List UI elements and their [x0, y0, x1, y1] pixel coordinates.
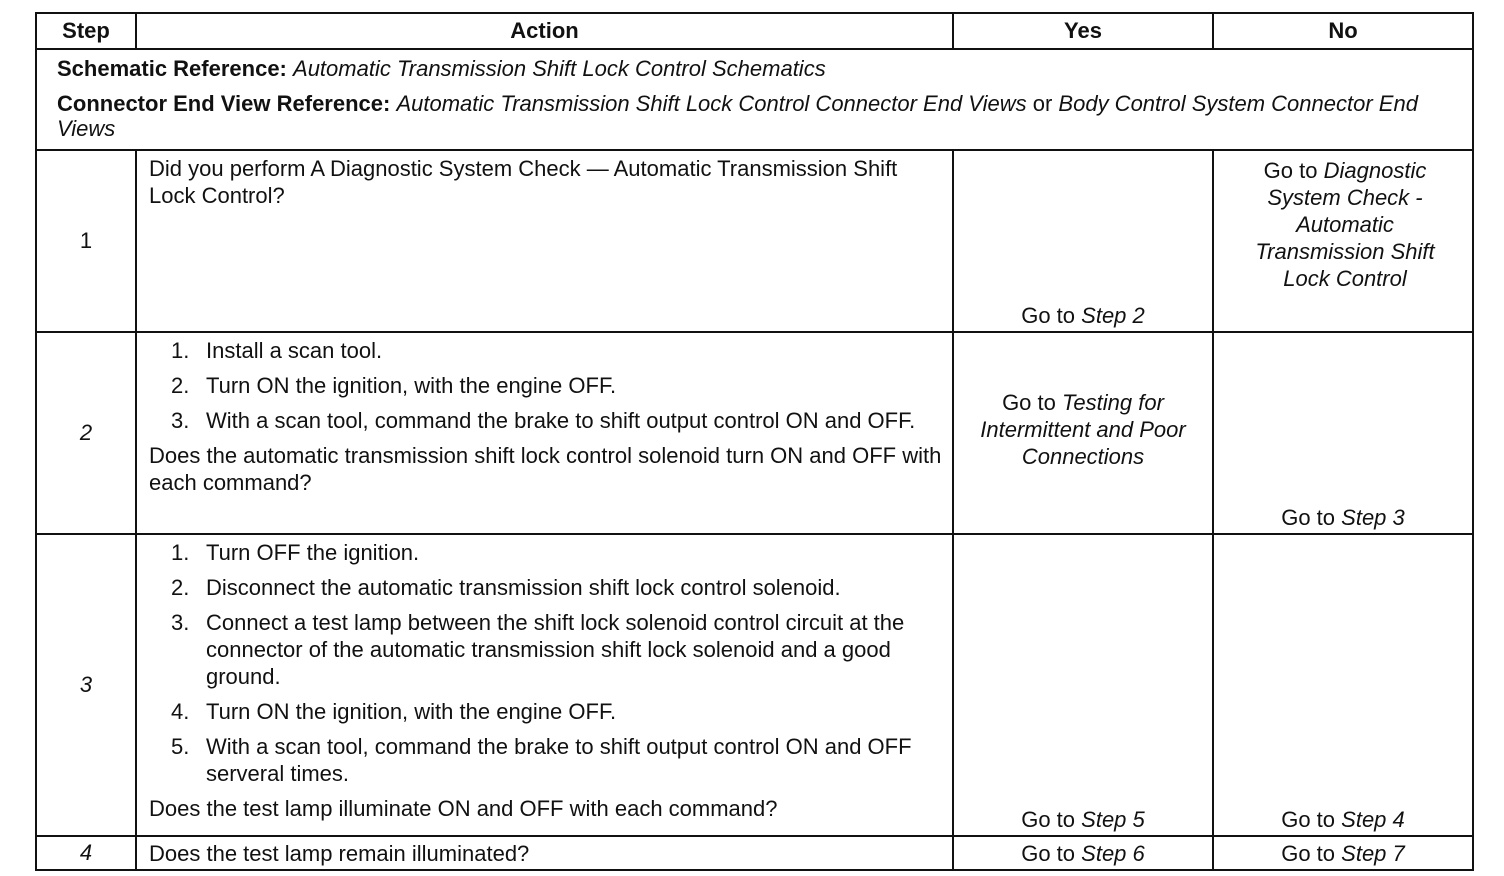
list-item: 2. Turn ON the ignition, with the engine OFF.	[171, 373, 617, 398]
yes-goto-link[interactable]: Testing for Intermittent and Poor Connections	[980, 390, 1186, 469]
action-cell	[136, 150, 953, 332]
step-number: 2	[36, 332, 136, 534]
list-item: 5. With a scan tool, command the brake to shift output control ON and OFF serveral times.	[171, 734, 912, 786]
action-cell	[136, 836, 953, 870]
step-question: Does the test lamp illuminate ON and OFF with each command?	[149, 796, 778, 821]
yes-cell	[953, 150, 1213, 332]
header-step: Step	[36, 13, 136, 49]
yes-goto-prefix: Go to	[1021, 807, 1076, 832]
list-item: 2. Disconnect the automatic transmission shift lock control solenoid.	[171, 575, 841, 600]
step-instructions	[149, 337, 942, 434]
no-cell	[1213, 836, 1473, 870]
no-goto-prefix: Go to	[1281, 505, 1336, 530]
no-cell	[1213, 332, 1473, 534]
no-goto-prefix: Go to	[1263, 158, 1318, 183]
connector-reference-or: or	[1032, 91, 1053, 116]
no-cell	[1213, 150, 1473, 332]
header-no: No	[1213, 13, 1473, 49]
schematic-reference-label: Schematic Reference:	[57, 56, 287, 81]
no-goto-link[interactable]: Step 7	[1341, 840, 1405, 866]
list-item: 3. Connect a test lamp between the shift lock solenoid control circuit at the connector of the automatic transmission shift lock solenoid and a good ground.	[171, 610, 905, 689]
list-item: 3. With a scan tool, command the brake to shift output control ON and OFF.	[171, 408, 916, 433]
table-row	[36, 534, 1473, 836]
reference-cell	[36, 49, 1473, 150]
list-item: 4. Turn ON the ignition, with the engine OFF.	[171, 699, 617, 724]
no-goto-prefix: Go to	[1281, 807, 1336, 832]
step-number: 3	[36, 534, 136, 836]
step-question: Did you perform A Diagnostic System Check — Automatic Transmission Shift Lock Control?	[149, 156, 898, 208]
no-goto-link[interactable]: Diagnostic System Check - Automatic Transmission Shift Lock Control	[1255, 158, 1435, 291]
action-cell	[136, 534, 953, 836]
table-row	[36, 332, 1473, 534]
schematic-reference	[57, 56, 1452, 81]
yes-cell	[953, 332, 1213, 534]
connector-reference-label: Connector End View Reference:	[57, 91, 391, 116]
yes-goto-link[interactable]: Step 2	[1081, 303, 1145, 328]
table-row	[36, 150, 1473, 332]
yes-goto-prefix: Go to	[1021, 303, 1076, 328]
header-action: Action	[136, 13, 953, 49]
diagnostic-table	[35, 12, 1474, 871]
no-goto-link[interactable]: Step 4	[1341, 807, 1405, 832]
yes-cell	[953, 534, 1213, 836]
no-goto-prefix: Go to	[1281, 840, 1336, 866]
yes-cell	[953, 836, 1213, 870]
step-instructions	[149, 539, 942, 787]
yes-goto-prefix: Go to	[1002, 390, 1056, 415]
yes-goto-link[interactable]: Step 6	[1081, 840, 1145, 866]
header-yes: Yes	[953, 13, 1213, 49]
no-goto-link[interactable]: Step 3	[1341, 505, 1405, 530]
no-cell	[1213, 534, 1473, 836]
reference-row	[36, 49, 1473, 150]
yes-goto-prefix: Go to	[1021, 840, 1076, 866]
step-question: Does the automatic transmission shift lock control solenoid turn ON and OFF with each command?	[149, 443, 942, 495]
connector-reference-link-1[interactable]: Automatic Transmission Shift Lock Control Connector End Views	[396, 91, 1027, 116]
table-row	[36, 836, 1473, 870]
connector-reference-link-2[interactable]: Body Control System Connector End Views	[57, 91, 1418, 141]
action-cell	[136, 332, 953, 534]
connector-reference	[57, 91, 1452, 141]
list-item: 1. Install a scan tool.	[171, 338, 383, 363]
schematic-reference-link[interactable]: Automatic Transmission Shift Lock Control Schematics	[293, 56, 826, 81]
step-number: 4	[36, 836, 136, 870]
step-question: Does the test lamp remain illuminated?	[149, 840, 530, 866]
yes-goto-link[interactable]: Step 5	[1081, 807, 1145, 832]
list-item: 1. Turn OFF the ignition.	[171, 540, 420, 565]
step-number: 1	[36, 150, 136, 332]
header-row	[36, 13, 1473, 49]
